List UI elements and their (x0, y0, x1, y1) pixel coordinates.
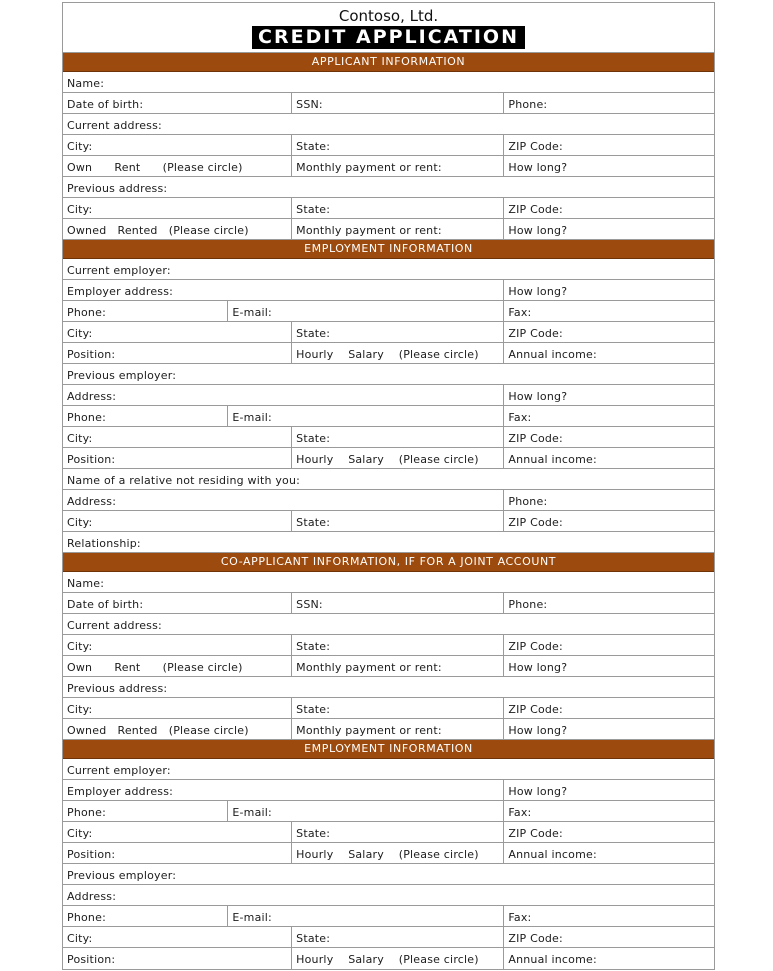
form-row (63, 198, 714, 219)
city-label: City: (67, 203, 93, 216)
form-title: CREDIT APPLICATION (252, 26, 525, 49)
how-long-label: How long? (508, 661, 568, 674)
annual-income-field[interactable] (504, 343, 714, 363)
e-mail-label: E-mail: (232, 411, 272, 424)
monthly-payment-or-rent-label: Monthly payment or rent: (296, 161, 442, 174)
state-field[interactable] (292, 698, 504, 718)
state-field[interactable] (292, 135, 504, 155)
form-row (63, 364, 714, 385)
phone-field[interactable] (63, 906, 228, 926)
address-field[interactable] (63, 385, 504, 405)
city-field[interactable] (63, 698, 292, 718)
form-row (63, 114, 714, 135)
form-row (63, 156, 714, 177)
annual-income-field[interactable] (504, 948, 714, 969)
how-long-field[interactable] (504, 219, 714, 239)
previous-employer-field[interactable] (63, 364, 714, 384)
form-row (63, 135, 714, 156)
zip-code-field[interactable] (504, 635, 714, 655)
form-row (63, 698, 714, 719)
previous-address-label: Previous address: (67, 682, 168, 695)
previous-employer-label: Previous employer: (67, 369, 177, 382)
monthly-payment-or-rent-field[interactable] (292, 156, 504, 176)
form-row (63, 801, 714, 822)
current-address-field[interactable] (63, 614, 714, 634)
form-row (63, 301, 714, 322)
own-rent-please-circle-field[interactable] (63, 156, 292, 176)
phone-label: Phone: (67, 411, 106, 424)
zip-code-label: ZIP Code: (508, 140, 563, 153)
relationship-label: Relationship: (67, 537, 141, 550)
annual-income-label: Annual income: (508, 348, 597, 361)
address-field[interactable] (63, 490, 504, 510)
city-field[interactable] (63, 135, 292, 155)
zip-code-field[interactable] (504, 698, 714, 718)
annual-income-label: Annual income: (508, 453, 597, 466)
own-rent-please-circle-label: Own Rent (Please circle) (67, 161, 243, 174)
annual-income-label: Annual income: (508, 953, 597, 966)
current-address-label: Current address: (67, 119, 162, 132)
form-row (63, 259, 714, 280)
section-header-applicant-information (63, 53, 714, 72)
zip-code-field[interactable] (504, 822, 714, 842)
position-label: Position: (67, 953, 116, 966)
e-mail-field[interactable] (228, 801, 504, 821)
e-mail-field[interactable] (228, 301, 504, 321)
state-label: State: (296, 932, 331, 945)
city-label: City: (67, 827, 93, 840)
form-row (63, 719, 714, 740)
current-employer-label: Current employer: (67, 264, 171, 277)
city-field[interactable] (63, 822, 292, 842)
annual-income-field[interactable] (504, 448, 714, 468)
form-row (63, 219, 714, 240)
form-row (63, 469, 714, 490)
hourly-salary-please-circle-label: Hourly Salary (Please circle) (296, 848, 479, 861)
state-field[interactable] (292, 322, 504, 342)
current-employer-field[interactable] (63, 259, 714, 279)
zip-code-field[interactable] (504, 322, 714, 342)
fax-field[interactable] (504, 301, 714, 321)
city-field[interactable] (63, 927, 292, 947)
employer-address-field[interactable] (63, 280, 504, 300)
how-long-label: How long? (508, 285, 568, 298)
hourly-salary-please-circle-field[interactable] (292, 948, 504, 969)
phone-field[interactable] (63, 301, 228, 321)
address-field[interactable] (63, 885, 714, 905)
zip-code-label: ZIP Code: (508, 827, 563, 840)
city-label: City: (67, 140, 93, 153)
state-field[interactable] (292, 198, 504, 218)
previous-address-field[interactable] (63, 677, 714, 697)
state-label: State: (296, 516, 331, 529)
owned-rented-please-circle-field[interactable] (63, 219, 292, 239)
previous-address-label: Previous address: (67, 182, 168, 195)
state-label: State: (296, 703, 331, 716)
fax-label: Fax: (508, 411, 532, 424)
name-field[interactable] (63, 72, 714, 92)
phone-field[interactable] (504, 490, 714, 510)
owned-rented-please-circle-field[interactable] (63, 719, 292, 739)
position-label: Position: (67, 848, 116, 861)
zip-code-label: ZIP Code: (508, 432, 563, 445)
form-row (63, 72, 714, 93)
current-employer-field[interactable] (63, 759, 714, 779)
city-label: City: (67, 327, 93, 340)
how-long-field[interactable] (504, 780, 714, 800)
state-label: State: (296, 640, 331, 653)
state-field[interactable] (292, 511, 504, 531)
form-title-block (63, 3, 714, 53)
previous-employer-field[interactable] (63, 864, 714, 884)
hourly-salary-please-circle-label: Hourly Salary (Please circle) (296, 453, 479, 466)
address-label: Address: (67, 390, 117, 403)
how-long-label: How long? (508, 785, 568, 798)
phone-field[interactable] (63, 801, 228, 821)
phone-label: Phone: (67, 911, 106, 924)
city-field[interactable] (63, 198, 292, 218)
annual-income-field[interactable] (504, 843, 714, 863)
current-address-field[interactable] (63, 114, 714, 134)
form-title-line (63, 26, 714, 50)
name-of-a-relative-not-residing-with-you-label: Name of a relative not residing with you: (67, 474, 301, 487)
how-long-label: How long? (508, 224, 568, 237)
section-header-employment-information (63, 240, 714, 259)
how-long-label: How long? (508, 724, 568, 737)
form-row (63, 864, 714, 885)
employer-address-field[interactable] (63, 780, 504, 800)
e-mail-field[interactable] (228, 906, 504, 926)
employer-address-label: Employer address: (67, 285, 174, 298)
phone-label: Phone: (508, 98, 548, 111)
phone-field[interactable] (504, 93, 714, 113)
hourly-salary-please-circle-field[interactable] (292, 343, 504, 363)
fax-field[interactable] (504, 406, 714, 426)
city-label: City: (67, 932, 93, 945)
e-mail-field[interactable] (228, 406, 504, 426)
e-mail-label: E-mail: (232, 306, 272, 319)
section-title: EMPLOYMENT INFORMATION (304, 742, 473, 755)
how-long-field[interactable] (504, 385, 714, 405)
how-long-field[interactable] (504, 656, 714, 676)
own-rent-please-circle-field[interactable] (63, 656, 292, 676)
state-label: State: (296, 827, 331, 840)
state-field[interactable] (292, 927, 504, 947)
state-field[interactable] (292, 427, 504, 447)
form-row (63, 656, 714, 677)
phone-label: Phone: (508, 598, 548, 611)
form-row (63, 406, 714, 427)
form-row (63, 614, 714, 635)
section-title: APPLICANT INFORMATION (311, 55, 466, 68)
phone-label: Phone: (67, 806, 106, 819)
address-label: Address: (67, 495, 117, 508)
position-field[interactable] (63, 843, 292, 863)
zip-code-field[interactable] (504, 927, 714, 947)
hourly-salary-please-circle-label: Hourly Salary (Please circle) (296, 953, 479, 966)
position-label: Position: (67, 453, 116, 466)
city-field[interactable] (63, 511, 292, 531)
fax-label: Fax: (508, 911, 532, 924)
date-of-birth-field[interactable] (63, 593, 292, 613)
position-field[interactable] (63, 343, 292, 363)
monthly-payment-or-rent-label: Monthly payment or rent: (296, 224, 442, 237)
zip-code-label: ZIP Code: (508, 327, 563, 340)
city-field[interactable] (63, 635, 292, 655)
form-row (63, 427, 714, 448)
section-title: CO-APPLICANT INFORMATION, IF FOR A JOINT ACCOUNT (220, 555, 557, 568)
zip-code-label: ZIP Code: (508, 932, 563, 945)
how-long-field[interactable] (504, 280, 714, 300)
form-row (63, 343, 714, 364)
form-row (63, 927, 714, 948)
form-body (63, 53, 714, 969)
city-label: City: (67, 432, 93, 445)
employer-address-label: Employer address: (67, 785, 174, 798)
how-long-label: How long? (508, 161, 568, 174)
phone-label: Phone: (508, 495, 548, 508)
zip-code-field[interactable] (504, 198, 714, 218)
state-field[interactable] (292, 635, 504, 655)
form-row (63, 280, 714, 301)
address-label: Address: (67, 890, 117, 903)
previous-employer-label: Previous employer: (67, 869, 177, 882)
city-label: City: (67, 640, 93, 653)
form-row (63, 885, 714, 906)
date-of-birth-field[interactable] (63, 93, 292, 113)
form-row (63, 490, 714, 511)
monthly-payment-or-rent-field[interactable] (292, 219, 504, 239)
form-row (63, 948, 714, 969)
ssn-label: SSN: (296, 98, 323, 111)
how-long-field[interactable] (504, 156, 714, 176)
ssn-field[interactable] (292, 593, 504, 613)
phone-field[interactable] (504, 593, 714, 613)
form-row (63, 93, 714, 114)
phone-field[interactable] (63, 406, 228, 426)
ssn-field[interactable] (292, 93, 504, 113)
fax-field[interactable] (504, 801, 714, 821)
owned-rented-please-circle-label: Owned Rented (Please circle) (67, 724, 249, 737)
zip-code-label: ZIP Code: (508, 516, 563, 529)
state-field[interactable] (292, 822, 504, 842)
name-label: Name: (67, 577, 105, 590)
state-label: State: (296, 203, 331, 216)
name-of-a-relative-not-residing-with-you-field[interactable] (63, 469, 714, 489)
position-label: Position: (67, 348, 116, 361)
city-field[interactable] (63, 427, 292, 447)
section-title: EMPLOYMENT INFORMATION (304, 242, 473, 255)
date-of-birth-label: Date of birth: (67, 598, 144, 611)
form-row (63, 177, 714, 198)
how-long-field[interactable] (504, 719, 714, 739)
zip-code-field[interactable] (504, 511, 714, 531)
form-row (63, 448, 714, 469)
zip-code-label: ZIP Code: (508, 703, 563, 716)
monthly-payment-or-rent-label: Monthly payment or rent: (296, 724, 442, 737)
name-field[interactable] (63, 572, 714, 592)
ssn-label: SSN: (296, 598, 323, 611)
form-row (63, 511, 714, 532)
form-row (63, 322, 714, 343)
hourly-salary-please-circle-label: Hourly Salary (Please circle) (296, 348, 479, 361)
form-row (63, 843, 714, 864)
date-of-birth-label: Date of birth: (67, 98, 144, 111)
monthly-payment-or-rent-field[interactable] (292, 719, 504, 739)
zip-code-label: ZIP Code: (508, 203, 563, 216)
fax-label: Fax: (508, 806, 532, 819)
state-label: State: (296, 432, 331, 445)
section-header-employment-information (63, 740, 714, 759)
phone-label: Phone: (67, 306, 106, 319)
name-label: Name: (67, 77, 105, 90)
fax-field[interactable] (504, 906, 714, 926)
section-header-co-applicant-information-if-for-a-joint-account (63, 553, 714, 572)
form-row (63, 677, 714, 698)
company-name: Contoso, Ltd. (338, 7, 439, 25)
form-row (63, 532, 714, 553)
city-field[interactable] (63, 322, 292, 342)
form-row (63, 822, 714, 843)
current-employer-label: Current employer: (67, 764, 171, 777)
credit-application-form (62, 2, 715, 970)
hourly-salary-please-circle-field[interactable] (292, 843, 504, 863)
position-field[interactable] (63, 448, 292, 468)
e-mail-label: E-mail: (232, 806, 272, 819)
position-field[interactable] (63, 948, 292, 969)
form-row (63, 593, 714, 614)
relationship-field[interactable] (63, 532, 714, 552)
city-label: City: (67, 516, 93, 529)
form-row (63, 759, 714, 780)
how-long-label: How long? (508, 390, 568, 403)
state-label: State: (296, 327, 331, 340)
annual-income-label: Annual income: (508, 848, 597, 861)
form-row (63, 780, 714, 801)
zip-code-field[interactable] (504, 135, 714, 155)
zip-code-field[interactable] (504, 427, 714, 447)
own-rent-please-circle-label: Own Rent (Please circle) (67, 661, 243, 674)
form-row (63, 572, 714, 593)
form-row (63, 906, 714, 927)
state-label: State: (296, 140, 331, 153)
current-address-label: Current address: (67, 619, 162, 632)
form-row (63, 385, 714, 406)
e-mail-label: E-mail: (232, 911, 272, 924)
form-row (63, 635, 714, 656)
owned-rented-please-circle-label: Owned Rented (Please circle) (67, 224, 249, 237)
monthly-payment-or-rent-field[interactable] (292, 656, 504, 676)
monthly-payment-or-rent-label: Monthly payment or rent: (296, 661, 442, 674)
hourly-salary-please-circle-field[interactable] (292, 448, 504, 468)
previous-address-field[interactable] (63, 177, 714, 197)
zip-code-label: ZIP Code: (508, 640, 563, 653)
fax-label: Fax: (508, 306, 532, 319)
city-label: City: (67, 703, 93, 716)
